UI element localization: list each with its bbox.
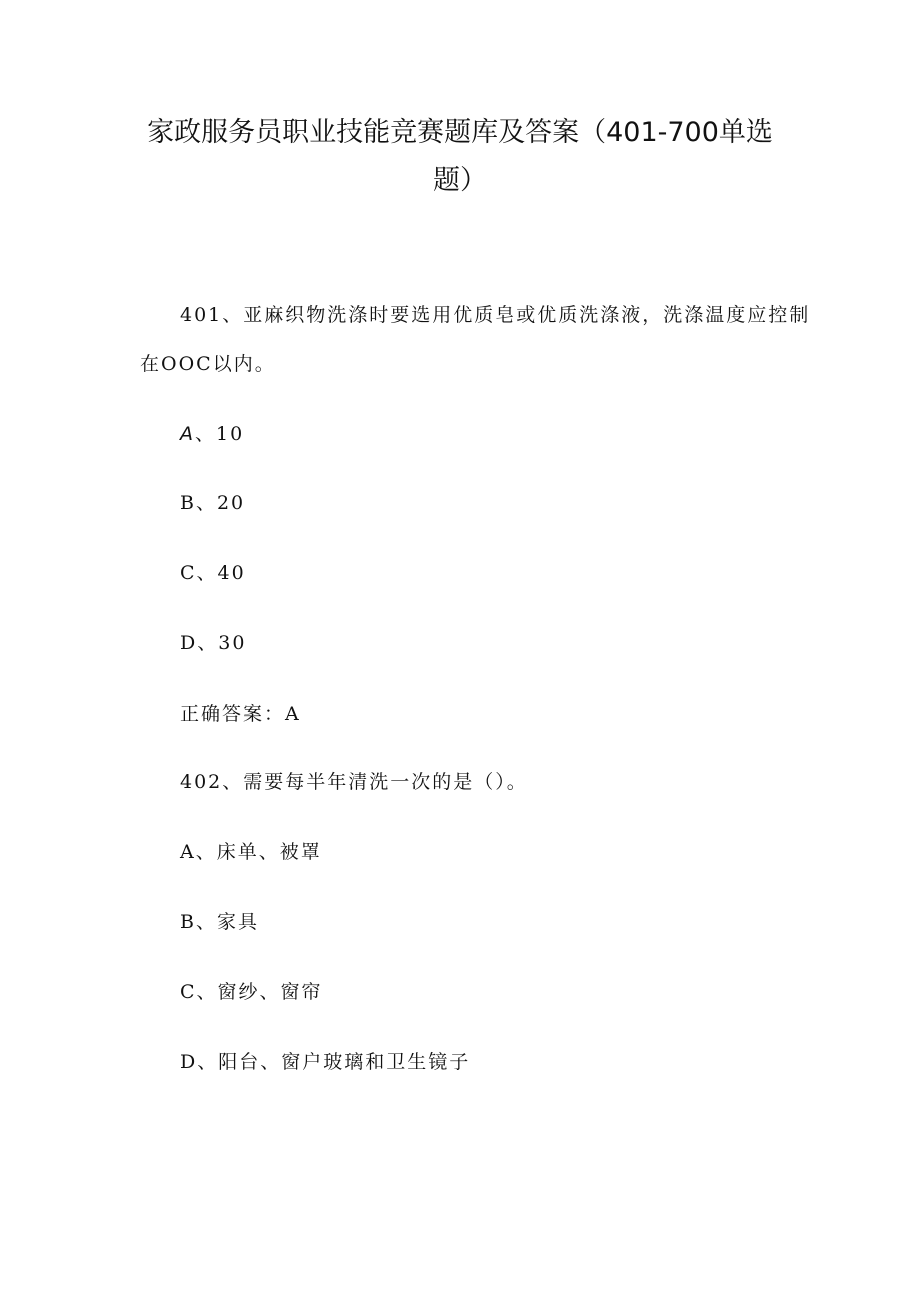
option-letter: C [180,981,197,1003]
document-title-line-1: 家政服务员职业技能竞赛题库及答案（401-700单选 [147,117,773,148]
option-text: 、家具 [195,911,259,933]
option-letter: A [180,423,195,445]
option-text: 、10 [195,423,245,445]
option-text: 、40 [196,562,246,584]
question-401-option-c [180,561,246,585]
option-text: 、窗纱、窗帘 [196,981,323,1003]
question-401-answer: 正确答案：A [180,703,301,725]
question-402-option-b [180,910,259,934]
question-401-stem-line-1: 401、亚麻织物洗涤时要选用优质皂或优质洗涤液，洗涤温度应控制 [180,304,811,326]
option-text: 、阳台、窗户玻璃和卫生镜子 [197,1051,471,1073]
question-402-stem-line-1: 402、需要每半年清洗一次的是（）。 [180,771,528,793]
option-letter: B [180,911,196,933]
question-401-stem-line-2: 在OOC以内。 [140,353,276,375]
option-text: 、床单、被罩 [195,841,322,863]
option-letter: B [180,492,196,514]
option-letter: D [180,632,198,654]
question-401-option-a [180,422,244,446]
document-title-line-2: 题） [433,165,487,196]
option-letter: C [180,562,197,584]
option-text: 、20 [195,492,246,514]
option-letter: D [180,1051,198,1073]
option-text: 、30 [197,632,247,654]
question-402-option-d [180,1050,470,1074]
question-401-option-b [180,491,245,515]
question-402-option-a [180,840,322,864]
question-402-option-c [180,980,323,1004]
option-letter: A [180,841,196,863]
question-401-option-d [180,631,246,655]
